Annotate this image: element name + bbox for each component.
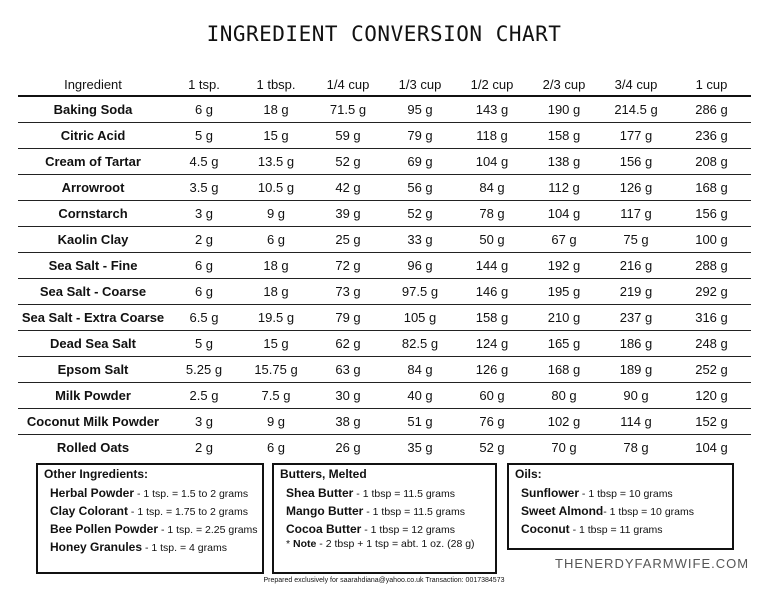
table-row [18,253,751,279]
conversion-value: 5 g [168,331,240,357]
conversion-value: 15 g [240,331,312,357]
conversion-value: 236 g [672,123,751,149]
column-header: 1 tsp. [168,73,240,96]
note-label: Note [293,538,317,550]
ingredient-name: Sea Salt - Fine [18,253,168,279]
item-detail: - 1 tbsp = 12 grams [361,524,456,536]
ingredient-name: Dead Sea Salt [18,331,168,357]
conversion-value: 42 g [312,175,384,201]
table-row [18,96,751,123]
conversion-value: 208 g [672,149,751,175]
table-row [18,149,751,175]
ingredient-name: Milk Powder [18,383,168,409]
conversion-value: 168 g [672,175,751,201]
conversion-value: 146 g [456,279,528,305]
item-name: Clay Colorant [50,504,129,518]
ingredient-name: Baking Soda [18,96,168,123]
column-header: 1 tbsp. [240,73,312,96]
conversion-value: 70 g [551,440,577,455]
note-marker: * [286,538,294,550]
conversion-value: 38 g [312,409,384,435]
conversion-value: 192 g [528,253,600,279]
conversion-value: 5 g [168,123,240,149]
conversion-value: 15 g [240,123,312,149]
item-detail: - 1 tbsp = 10 grams [603,506,694,518]
ingredient-name: Citric Acid [18,123,168,149]
conversion-value: 90 g [600,383,672,409]
conversion-value: 6 g [168,279,240,305]
table-row [18,175,751,201]
conversion-value: 104 g [695,440,728,455]
conversion-value: 219 g [600,279,672,305]
conversion-value: 33 g [384,227,456,253]
conversion-value: 5.25 g [168,357,240,383]
conversion-value: 6 g [168,253,240,279]
conversion-value: 156 g [600,149,672,175]
column-header-ingredient: Ingredient [18,73,168,96]
item-detail: - 1 tbsp = 11.5 grams [353,488,456,500]
conversion-value: 18 g [240,253,312,279]
conversion-table [18,73,751,460]
conversion-value: 35 g [407,440,433,455]
table-header-row [18,73,751,96]
conversion-value: 165 g [528,331,600,357]
conversion-value: 82.5 g [384,331,456,357]
conversion-value: 105 g [384,305,456,331]
item-name: Sweet Almond [521,504,604,518]
conversion-value: 190 g [528,96,600,123]
conversion-value: 237 g [600,305,672,331]
item-detail: - 1 tsp. = 4 grams [142,542,227,554]
ingredient-name: Rolled Oats [56,440,130,455]
conversion-value: 6 g [240,227,312,253]
conversion-value: 40 g [384,383,456,409]
conversion-value: 15.75 g [240,357,312,383]
list-item [50,538,256,556]
ingredient-name: Kaolin Clay [18,227,168,253]
conversion-value: 3 g [168,201,240,227]
ingredient-name: Sea Salt - Extra Coarse [18,305,168,331]
conversion-value: 7.5 g [240,383,312,409]
conversion-value: 186 g [600,331,672,357]
conversion-value: 26 g [335,440,361,455]
conversion-value: 114 g [600,409,672,435]
list-item [521,520,726,538]
conversion-value: 80 g [528,383,600,409]
conversion-value: 72 g [312,253,384,279]
conversion-value: 144 g [456,253,528,279]
conversion-value: 84 g [456,175,528,201]
conversion-value: 95 g [384,96,456,123]
oils-heading: Oils: [515,467,542,481]
conversion-value: 120 g [672,383,751,409]
conversion-value: 50 g [456,227,528,253]
conversion-value: 62 g [312,331,384,357]
table-row [18,383,751,409]
item-name: Herbal Powder [50,486,135,500]
conversion-value: 168 g [528,357,600,383]
table-row [18,435,751,461]
item-detail: - 1 tbsp = 11 grams [569,524,663,536]
conversion-value: 25 g [312,227,384,253]
list-item [286,520,489,538]
ingredient-name: Coconut Milk Powder [18,409,168,435]
table-row [18,357,751,383]
conversion-value: 52 g [312,149,384,175]
item-name: Cocoa Butter [286,522,362,536]
table-row [18,331,751,357]
conversion-value: 316 g [672,305,751,331]
conversion-value: 39 g [312,201,384,227]
butters-heading: Butters, Melted [280,467,367,481]
conversion-value: 104 g [456,149,528,175]
conversion-value: 96 g [384,253,456,279]
item-name: Mango Butter [286,504,364,518]
conversion-value: 292 g [672,279,751,305]
conversion-value: 10.5 g [240,175,312,201]
page-title: INGREDIENT CONVERSION CHART [206,22,562,46]
conversion-value: 4.5 g [168,149,240,175]
item-name: Sunflower [521,486,580,500]
conversion-value: 2 g [168,227,240,253]
table-row [18,409,751,435]
conversion-value: 79 g [312,305,384,331]
conversion-value: 126 g [456,357,528,383]
item-detail: - 1 tsp. = 2.25 grams [158,524,258,536]
conversion-value: 84 g [384,357,456,383]
conversion-value: 158 g [528,123,600,149]
conversion-value: 104 g [528,201,600,227]
butters-box [272,463,497,574]
column-header: 1 cup [672,73,751,96]
conversion-value: 97.5 g [384,279,456,305]
ingredient-name: Sea Salt - Coarse [18,279,168,305]
item-name: Coconut [521,522,570,536]
prepared-footer: Prepared exclusively for saarahdiana@yahoo.co.uk Transaction: 0017384573 [263,577,505,584]
column-header: 2/3 cup [528,73,600,96]
ingredient-name: Cream of Tartar [18,149,168,175]
conversion-value: 189 g [600,357,672,383]
conversion-value: 78 g [456,201,528,227]
item-name: Honey Granules [50,540,143,554]
table-row [18,279,751,305]
list-item [286,484,489,502]
conversion-value: 117 g [600,201,672,227]
conversion-value: 3 g [168,409,240,435]
conversion-value: 286 g [672,96,751,123]
table-row [18,123,751,149]
column-header: 1/2 cup [456,73,528,96]
ingredient-name: Arrowroot [18,175,168,201]
conversion-value: 30 g [312,383,384,409]
conversion-value: 216 g [600,253,672,279]
conversion-value: 177 g [600,123,672,149]
conversion-value: 56 g [384,175,456,201]
conversion-value: 288 g [672,253,751,279]
conversion-value: 19.5 g [240,305,312,331]
ingredient-name: Cornstarch [18,201,168,227]
column-header: 1/4 cup [312,73,384,96]
column-header: 1/3 cup [384,73,456,96]
conversion-value: 13.5 g [240,149,312,175]
conversion-value: 195 g [528,279,600,305]
conversion-value: 118 g [456,123,528,149]
conversion-value: 248 g [672,331,751,357]
item-detail: - 1 tbsp = 11.5 grams [363,506,465,518]
conversion-value: 52 g [384,201,456,227]
butters-note [286,538,489,550]
other-ingredients-heading: Other Ingredients: [44,467,149,481]
conversion-value: 9 g [240,409,312,435]
conversion-value: 214.5 g [600,96,672,123]
item-name: Shea Butter [286,486,354,500]
conversion-value: 71.5 g [312,96,384,123]
conversion-value: 2.5 g [168,383,240,409]
conversion-value: 9 g [240,201,312,227]
conversion-value: 138 g [528,149,600,175]
item-name: Bee Pollen Powder [50,522,159,536]
item-detail: - 1 tsp. = 1.75 to 2 grams [128,506,248,518]
conversion-value: 52 g [479,440,505,455]
conversion-value: 124 g [456,331,528,357]
list-item [521,484,726,502]
conversion-value: 69 g [384,149,456,175]
table-row [18,201,751,227]
brand-website: THENERDYFARMWIFE.COM [555,556,750,571]
conversion-value: 60 g [456,383,528,409]
conversion-value: 158 g [456,305,528,331]
conversion-value: 3.5 g [168,175,240,201]
conversion-value: 59 g [312,123,384,149]
column-header: 3/4 cup [600,73,672,96]
note-text: - 2 tbsp + 1 tsp = abt. 1 oz. (28 g) [316,538,475,550]
item-detail: - 1 tsp. = 1.5 to 2 grams [134,488,249,500]
list-item [521,502,726,520]
conversion-value: 126 g [600,175,672,201]
conversion-value: 6.5 g [168,305,240,331]
conversion-value: 152 g [672,409,751,435]
conversion-value: 75 g [600,227,672,253]
list-item [50,520,256,538]
item-detail: - 1 tbsp = 10 grams [579,488,673,500]
conversion-value: 51 g [384,409,456,435]
other-ingredients-box [36,463,264,574]
conversion-value: 6 g [266,440,286,455]
conversion-value: 6 g [168,96,240,123]
conversion-value: 112 g [528,175,600,201]
list-item [50,484,256,502]
conversion-value: 210 g [528,305,600,331]
table-row [18,305,751,331]
table-row [18,227,751,253]
conversion-value: 67 g [528,227,600,253]
conversion-value: 18 g [240,279,312,305]
conversion-value: 78 g [623,440,649,455]
conversion-value: 252 g [672,357,751,383]
conversion-value: 73 g [312,279,384,305]
conversion-value: 18 g [240,96,312,123]
conversion-value: 102 g [528,409,600,435]
conversion-value: 63 g [312,357,384,383]
ingredient-name: Epsom Salt [18,357,168,383]
conversion-value: 2 g [194,440,214,455]
conversion-value: 100 g [672,227,751,253]
oils-box [507,463,734,550]
conversion-value: 79 g [384,123,456,149]
list-item [286,502,489,520]
list-item [50,502,256,520]
conversion-value: 76 g [456,409,528,435]
conversion-value: 143 g [456,96,528,123]
conversion-value: 156 g [672,201,751,227]
